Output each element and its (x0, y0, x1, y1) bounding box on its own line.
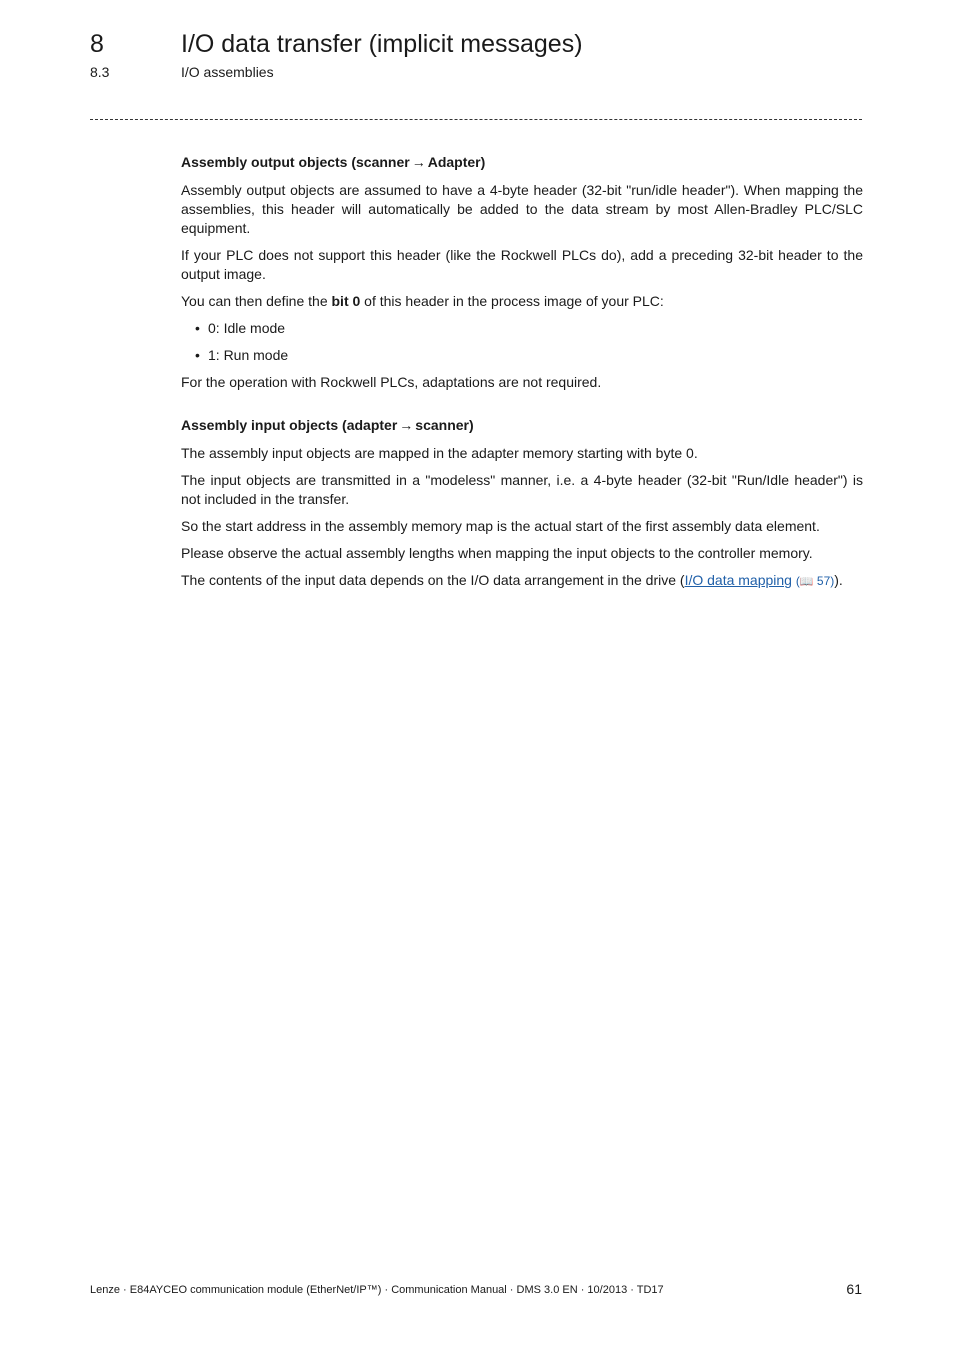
mode-list (181, 319, 863, 365)
section-number: 8.3 (90, 64, 110, 80)
page-number: 61 (846, 1281, 862, 1297)
list-item: • 0: Idle mode (181, 319, 863, 338)
paragraph: Please observe the actual assembly lengths when mapping the input objects to the controller memory. (181, 545, 813, 561)
paragraph: The input objects are transmitted in a "modeless" manner, i.e. a 4-byte header (32-bit "Run/Idle header") is not included in the transfer. (181, 472, 863, 507)
chapter-number: 8 (90, 30, 104, 58)
input-objects-heading: Assembly input objects (adapter → scanner) (181, 417, 474, 433)
paragraph: Assembly output objects are assumed to have a 4-byte header (32-bit "run/idle header"). When mapping the assemblies, this header will automatically be added to the data stream by most Allen-Bradley PLC/SLC equipment. (181, 182, 863, 236)
arrow-right-icon: → (399, 417, 414, 433)
paragraph: The contents of the input data depends on the I/O data arrangement in the drive (I/O data mapping (📖 57)). (181, 571, 863, 592)
section-title: I/O assemblies (181, 64, 274, 80)
header-divider (90, 119, 862, 120)
paragraph: The assembly input objects are mapped in the adapter memory starting with byte 0. (181, 445, 698, 461)
chapter-title: I/O data transfer (implicit messages) (181, 30, 583, 58)
list-item: • 1: Run mode (181, 346, 863, 365)
footer-text: Lenze · E84AYCEO communication module (EtherNet/IP™) · Communication Manual · DMS 3.0 EN · 10/2013 · TD17 (90, 1284, 664, 1296)
io-data-mapping-link[interactable]: I/O data mapping (684, 572, 792, 588)
page-reference[interactable]: (📖 57) (796, 574, 834, 588)
book-icon: 📖 (799, 576, 814, 588)
paragraph: So the start address in the assembly memory map is the actual start of the first assembly data element. (181, 518, 820, 534)
main-content (181, 152, 863, 600)
paragraph: If your PLC does not support this header (like the Rockwell PLCs do), add a preceding 32-bit header to the output image. (181, 247, 863, 282)
output-objects-heading: Assembly output objects (scanner → Adapter) (181, 154, 486, 170)
paragraph: You can then define the bit 0 of this header in the process image of your PLC: (181, 293, 664, 309)
arrow-right-icon: → (411, 154, 426, 170)
paragraph: For the operation with Rockwell PLCs, adaptations are not required. (181, 374, 602, 390)
